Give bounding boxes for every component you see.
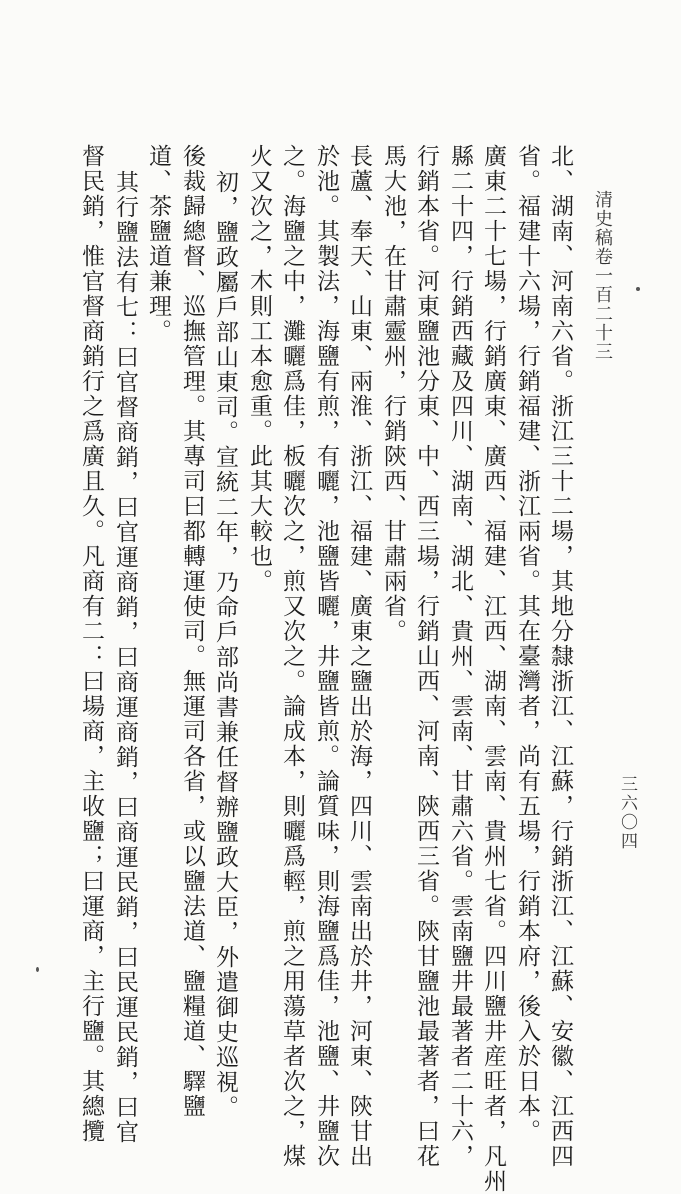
text-column: 省。福建十六場，行銷福建、浙江兩省。其在臺灣者，尚有五場，行銷本府，後入於日本。 — [514, 144, 540, 1144]
text-column: 長蘆、奉天、山東、兩淮、浙江、福建、廣東之鹽出於海，四川、雲南出於井，河東、陝甘出 — [346, 144, 372, 1169]
print-speck — [636, 287, 640, 291]
text-column: 北、湖南、河南六省。浙江三十二場，其地分隸浙江、江蘇，行銷浙江、江蘇、安徽、江西四 — [547, 144, 573, 1169]
page-number: 三六〇四 — [617, 775, 637, 851]
text-column: 後裁歸總督、巡撫管理。其專司曰都轉運使司。無運司各省，或以鹽法道、鹽糧道、驛鹽 — [179, 144, 205, 1119]
text-column: 於池。其製法，海鹽有煎，有曬，池鹽皆曬，井鹽皆煎。論質味，則海鹽爲佳，池鹽、井鹽次 — [313, 144, 339, 1169]
text-column: 縣二十四，行銷西藏及四川、湖南、湖北、貴州、雲南、甘肅六省。雲南鹽井最著者二十六， — [447, 144, 473, 1169]
text-column: 廣東二十七場，行銷廣東、廣西、福建、江西、湖南、雲南、貴州七省。四川鹽井産旺者，凡州 — [480, 144, 506, 1194]
text-column: 之。海鹽之中，灘曬爲佳，板曬次之，煎又次之。論成本，則曬爲輕，煎之用蕩草者次之，煤 — [279, 144, 305, 1169]
text-column: 行銷本省。河東鹽池分東、中、西三場，行銷山西、河南、陝西三省。陝甘鹽池最著者，曰花 — [413, 144, 439, 1169]
text-column: 初，鹽政屬戶部山東司。宣統二年，乃命戶部尚書兼任督辦鹽政大臣，外遣御史巡視。 — [212, 170, 238, 1120]
text-column: 督民銷，惟官督商銷行之爲廣且久。凡商有二：曰場商，主收鹽；曰運商，主行鹽。其總攬 — [78, 144, 104, 1144]
running-header: 清史稿卷一百二十三 — [592, 190, 613, 361]
text-column: 火又次之，木則工本愈重。此其大較也。 — [246, 144, 272, 594]
text-column: 其行鹽法有七：曰官督商銷，曰官運商銷，曰商運商銷，曰商運民銷，曰民運民銷，曰官 — [112, 170, 138, 1145]
print-speck — [36, 967, 39, 972]
text-column: 馬大池，在甘肅靈州，行銷陝西、甘肅兩省。 — [380, 144, 406, 644]
text-column: 道、茶鹽道兼理。 — [145, 144, 171, 344]
